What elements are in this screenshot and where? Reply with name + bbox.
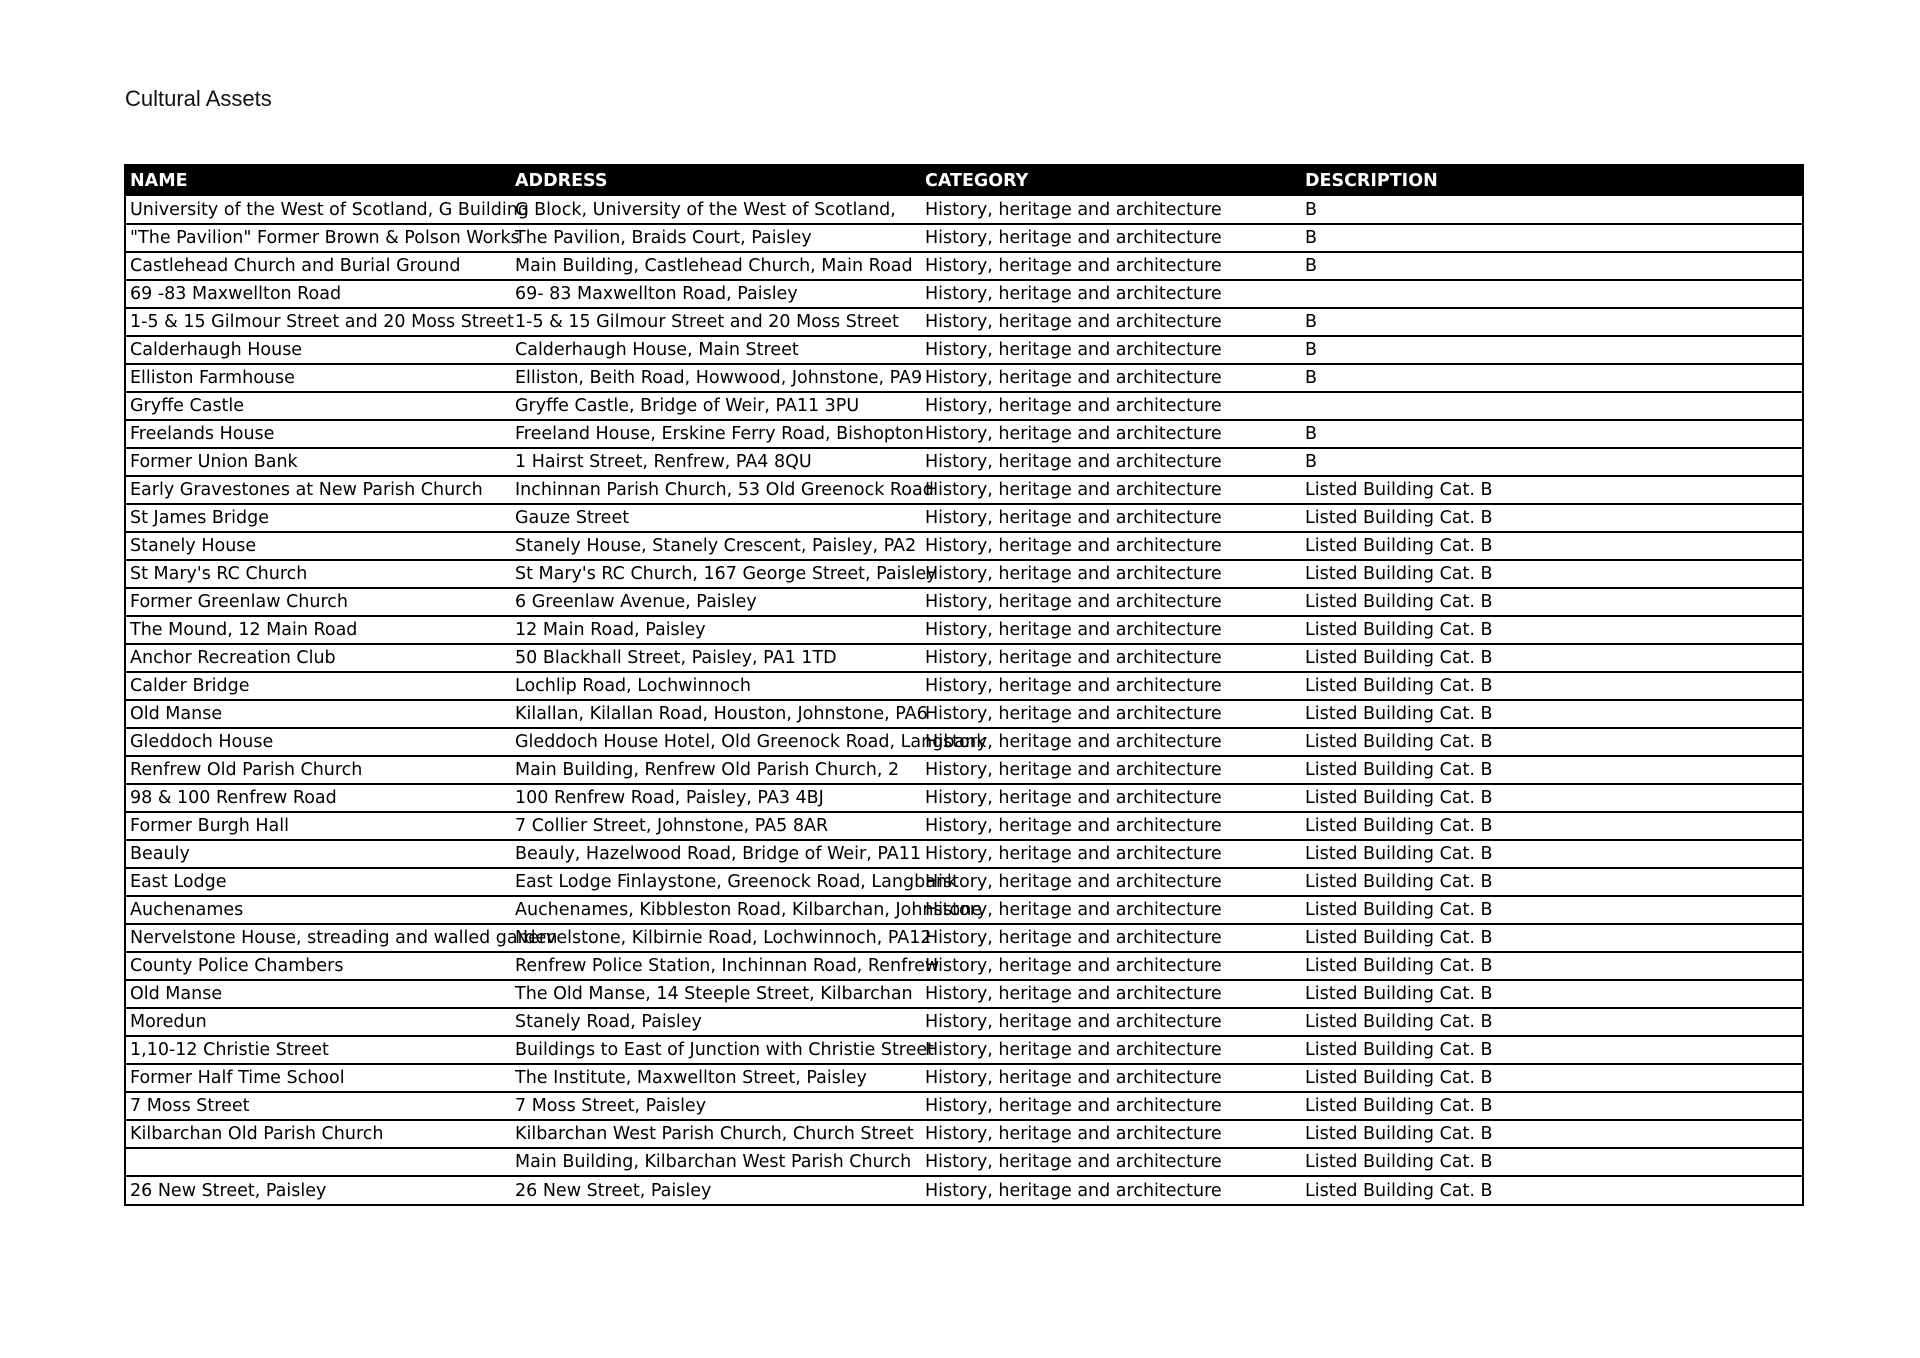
cell-name: Former Half Time School <box>126 1064 511 1092</box>
cell-address: The Institute, Maxwellton Street, Paisley <box>511 1064 921 1092</box>
table-row <box>126 476 1802 504</box>
cell-description: Listed Building Cat. B <box>1301 1176 1802 1204</box>
cell-name: St James Bridge <box>126 504 511 532</box>
cell-description: Listed Building Cat. B <box>1301 588 1802 616</box>
cell-address: Main Building, Castlehead Church, Main Road <box>511 252 921 280</box>
cell-name: "The Pavilion" Former Brown & Polson Works <box>126 224 511 252</box>
cell-address: Kilallan, Kilallan Road, Houston, Johnstone, PA6 <box>511 700 921 728</box>
cell-description: Listed Building Cat. B <box>1301 644 1802 672</box>
cell-description: Listed Building Cat. B <box>1301 1008 1802 1036</box>
cell-address: The Old Manse, 14 Steeple Street, Kilbarchan <box>511 980 921 1008</box>
cell-description: Listed Building Cat. B <box>1301 1036 1802 1064</box>
table-row <box>126 1008 1802 1036</box>
cell-name: County Police Chambers <box>126 952 511 980</box>
column-header-category: CATEGORY <box>921 166 1301 196</box>
cell-address: Calderhaugh House, Main Street <box>511 336 921 364</box>
cell-name: Freelands House <box>126 420 511 448</box>
cell-category: History, heritage and architecture <box>921 700 1301 728</box>
cell-address: Main Building, Renfrew Old Parish Church, 2 <box>511 756 921 784</box>
cell-description: Listed Building Cat. B <box>1301 532 1802 560</box>
cell-name: Old Manse <box>126 980 511 1008</box>
cell-address: 1-5 & 15 Gilmour Street and 20 Moss Street <box>511 308 921 336</box>
cell-description: Listed Building Cat. B <box>1301 896 1802 924</box>
table-row <box>126 616 1802 644</box>
cell-name: 1,10-12 Christie Street <box>126 1036 511 1064</box>
cell-description: Listed Building Cat. B <box>1301 868 1802 896</box>
cell-address: Renfrew Police Station, Inchinnan Road, Renfrew <box>511 952 921 980</box>
cell-address: Beauly, Hazelwood Road, Bridge of Weir, PA11 <box>511 840 921 868</box>
cell-name: Beauly <box>126 840 511 868</box>
cell-address: 50 Blackhall Street, Paisley, PA1 1TD <box>511 644 921 672</box>
cell-description: B <box>1301 420 1802 448</box>
cell-category: History, heritage and architecture <box>921 924 1301 952</box>
cultural-assets-table <box>126 166 1802 1204</box>
cell-description: Listed Building Cat. B <box>1301 1148 1802 1176</box>
cell-description: B <box>1301 252 1802 280</box>
cell-description: Listed Building Cat. B <box>1301 840 1802 868</box>
cell-address: The Pavilion, Braids Court, Paisley <box>511 224 921 252</box>
cell-name: Former Greenlaw Church <box>126 588 511 616</box>
cell-description: B <box>1301 224 1802 252</box>
cell-name: Former Union Bank <box>126 448 511 476</box>
cell-description: Listed Building Cat. B <box>1301 560 1802 588</box>
cell-address: 12 Main Road, Paisley <box>511 616 921 644</box>
cell-name: 69 -83 Maxwellton Road <box>126 280 511 308</box>
cell-category: History, heritage and architecture <box>921 1092 1301 1120</box>
table-row <box>126 364 1802 392</box>
cell-description: B <box>1301 448 1802 476</box>
table-row <box>126 924 1802 952</box>
table-row <box>126 252 1802 280</box>
cell-name: 98 & 100 Renfrew Road <box>126 784 511 812</box>
cell-address: Gauze Street <box>511 504 921 532</box>
cell-description <box>1301 392 1802 420</box>
table-row <box>126 308 1802 336</box>
table-row <box>126 1036 1802 1064</box>
table-row <box>126 812 1802 840</box>
cell-category: History, heritage and architecture <box>921 1064 1301 1092</box>
cell-address: Nervelstone, Kilbirnie Road, Lochwinnoch, PA12 <box>511 924 921 952</box>
cell-name: 26 New Street, Paisley <box>126 1176 511 1204</box>
table-row <box>126 532 1802 560</box>
cell-address: Elliston, Beith Road, Howwood, Johnstone, PA9 <box>511 364 921 392</box>
cell-description: Listed Building Cat. B <box>1301 924 1802 952</box>
cell-name: East Lodge <box>126 868 511 896</box>
cell-description: B <box>1301 364 1802 392</box>
table-row <box>126 672 1802 700</box>
cell-address: Freeland House, Erskine Ferry Road, Bishopton <box>511 420 921 448</box>
cell-address: Inchinnan Parish Church, 53 Old Greenock Road <box>511 476 921 504</box>
cell-description: Listed Building Cat. B <box>1301 756 1802 784</box>
table-row <box>126 1176 1802 1204</box>
table-row <box>126 756 1802 784</box>
table-row <box>126 392 1802 420</box>
table-row <box>126 336 1802 364</box>
cell-address: 1 Hairst Street, Renfrew, PA4 8QU <box>511 448 921 476</box>
cell-name: Gryffe Castle <box>126 392 511 420</box>
cell-name: Former Burgh Hall <box>126 812 511 840</box>
cell-description: Listed Building Cat. B <box>1301 1120 1802 1148</box>
cell-description: Listed Building Cat. B <box>1301 728 1802 756</box>
table-header <box>126 166 1802 196</box>
cell-address: Auchenames, Kibbleston Road, Kilbarchan, Johnstone <box>511 896 921 924</box>
column-header-name: NAME <box>126 166 511 196</box>
cell-description: B <box>1301 308 1802 336</box>
cell-category: History, heritage and architecture <box>921 336 1301 364</box>
cell-name: 7 Moss Street <box>126 1092 511 1120</box>
cell-category: History, heritage and architecture <box>921 812 1301 840</box>
table-row <box>126 420 1802 448</box>
table-row <box>126 784 1802 812</box>
cell-category: History, heritage and architecture <box>921 532 1301 560</box>
cell-address: St Mary's RC Church, 167 George Street, Paisley <box>511 560 921 588</box>
cell-address: Stanely Road, Paisley <box>511 1008 921 1036</box>
cell-category: History, heritage and architecture <box>921 308 1301 336</box>
cell-address: Stanely House, Stanely Crescent, Paisley, PA2 <box>511 532 921 560</box>
table-row <box>126 1148 1802 1176</box>
cell-name: University of the West of Scotland, G Building <box>130 199 529 220</box>
cell-address: 7 Collier Street, Johnstone, PA5 8AR <box>511 812 921 840</box>
cell-name: Renfrew Old Parish Church <box>126 756 511 784</box>
cell-category: History, heritage and architecture <box>921 476 1301 504</box>
cell-description <box>1301 280 1802 308</box>
cell-description: Listed Building Cat. B <box>1301 672 1802 700</box>
cell-description: Listed Building Cat. B <box>1301 812 1802 840</box>
cell-address: Main Building, Kilbarchan West Parish Church <box>511 1148 921 1176</box>
cell-name: The Mound, 12 Main Road <box>126 616 511 644</box>
cell-category: History, heritage and architecture <box>921 980 1301 1008</box>
cell-address: East Lodge Finlaystone, Greenock Road, Langbank <box>511 868 921 896</box>
cell-name: Calderhaugh House <box>126 336 511 364</box>
cell-description: Listed Building Cat. B <box>1301 476 1802 504</box>
cell-description: Listed Building Cat. B <box>1301 504 1802 532</box>
table-row <box>126 1064 1802 1092</box>
table-row <box>126 952 1802 980</box>
cell-name: Old Manse <box>126 700 511 728</box>
cell-category: History, heritage and architecture <box>921 1036 1301 1064</box>
cell-category: History, heritage and architecture <box>921 756 1301 784</box>
cell-category: History, heritage and architecture <box>921 504 1301 532</box>
cell-category: History, heritage and architecture <box>921 364 1301 392</box>
cell-description: B <box>1305 199 1318 220</box>
cell-name: Kilbarchan Old Parish Church <box>126 1120 511 1148</box>
cell-description: Listed Building Cat. B <box>1301 952 1802 980</box>
table-row <box>126 588 1802 616</box>
cell-description: Listed Building Cat. B <box>1301 616 1802 644</box>
cell-category: History, heritage and architecture <box>921 280 1301 308</box>
table-body <box>126 196 1802 1204</box>
table-row <box>126 224 1802 252</box>
cell-category: History, heritage and architecture <box>921 728 1301 756</box>
table-row <box>126 644 1802 672</box>
cell-category: History, heritage and architecture <box>921 1148 1301 1176</box>
table-row <box>126 896 1802 924</box>
cell-category: History, heritage and architecture <box>921 392 1301 420</box>
cell-category: History, heritage and architecture <box>921 1176 1301 1204</box>
cell-address: G Block, University of the West of Scotland, <box>515 199 896 220</box>
cell-name: Nervelstone House, streading and walled garden <box>126 924 511 952</box>
cell-address: Gleddoch House Hotel, Old Greenock Road, Langbank <box>511 728 921 756</box>
cell-category: History, heritage and architecture <box>921 588 1301 616</box>
cell-category: History, heritage and architecture <box>921 616 1301 644</box>
cell-name: Elliston Farmhouse <box>126 364 511 392</box>
cell-name: Auchenames <box>126 896 511 924</box>
cell-category: History, heritage and architecture <box>921 1120 1301 1148</box>
cell-category: History, heritage and architecture <box>921 420 1301 448</box>
table-row <box>126 280 1802 308</box>
cell-address: 6 Greenlaw Avenue, Paisley <box>511 588 921 616</box>
cell-name: Castlehead Church and Burial Ground <box>126 252 511 280</box>
table-row <box>126 1092 1802 1120</box>
cell-address: 26 New Street, Paisley <box>511 1176 921 1204</box>
table-row <box>126 560 1802 588</box>
cell-description: Listed Building Cat. B <box>1301 1092 1802 1120</box>
cell-name: Anchor Recreation Club <box>126 644 511 672</box>
cell-name <box>126 1148 511 1176</box>
cell-description: Listed Building Cat. B <box>1301 784 1802 812</box>
cell-category: History, heritage and architecture <box>925 199 1222 220</box>
cell-category: History, heritage and architecture <box>921 644 1301 672</box>
cell-category: History, heritage and architecture <box>921 448 1301 476</box>
cultural-assets-table-container <box>124 164 1804 1206</box>
table-row <box>126 1120 1802 1148</box>
cell-category: History, heritage and architecture <box>921 672 1301 700</box>
cell-name: Gleddoch House <box>126 728 511 756</box>
table-row <box>126 868 1802 896</box>
cell-category: History, heritage and architecture <box>921 952 1301 980</box>
table-row <box>126 700 1802 728</box>
cell-name: Stanely House <box>126 532 511 560</box>
table-row <box>126 196 1802 224</box>
table-row <box>126 504 1802 532</box>
header-row <box>126 166 1802 196</box>
table-row <box>126 980 1802 1008</box>
cell-address: Lochlip Road, Lochwinnoch <box>511 672 921 700</box>
cell-address: Kilbarchan West Parish Church, Church Street <box>511 1120 921 1148</box>
cell-address: 7 Moss Street, Paisley <box>511 1092 921 1120</box>
cell-description: Listed Building Cat. B <box>1301 980 1802 1008</box>
cell-address: 69- 83 Maxwellton Road, Paisley <box>511 280 921 308</box>
cell-address: Gryffe Castle, Bridge of Weir, PA11 3PU <box>511 392 921 420</box>
cell-category: History, heritage and architecture <box>921 560 1301 588</box>
column-header-address: ADDRESS <box>511 166 921 196</box>
cell-name: Early Gravestones at New Parish Church <box>126 476 511 504</box>
cell-category: History, heritage and architecture <box>921 868 1301 896</box>
cell-description: Listed Building Cat. B <box>1301 1064 1802 1092</box>
cell-category: History, heritage and architecture <box>921 784 1301 812</box>
column-header-description: DESCRIPTION <box>1301 166 1802 196</box>
table-row <box>126 448 1802 476</box>
page-title: Cultural Assets <box>125 86 272 111</box>
cell-description: B <box>1301 336 1802 364</box>
table-row <box>126 840 1802 868</box>
cell-address: 100 Renfrew Road, Paisley, PA3 4BJ <box>511 784 921 812</box>
cell-category: History, heritage and architecture <box>921 896 1301 924</box>
cell-description: Listed Building Cat. B <box>1301 700 1802 728</box>
cell-category: History, heritage and architecture <box>921 252 1301 280</box>
cell-category: History, heritage and architecture <box>921 1008 1301 1036</box>
cell-address: Buildings to East of Junction with Christie Street <box>511 1036 921 1064</box>
cell-category: History, heritage and architecture <box>921 840 1301 868</box>
cell-name: St Mary's RC Church <box>126 560 511 588</box>
cell-name: Moredun <box>126 1008 511 1036</box>
cell-name: Calder Bridge <box>126 672 511 700</box>
cell-name: 1-5 & 15 Gilmour Street and 20 Moss Street <box>126 308 511 336</box>
cell-category: History, heritage and architecture <box>921 224 1301 252</box>
table-row <box>126 728 1802 756</box>
